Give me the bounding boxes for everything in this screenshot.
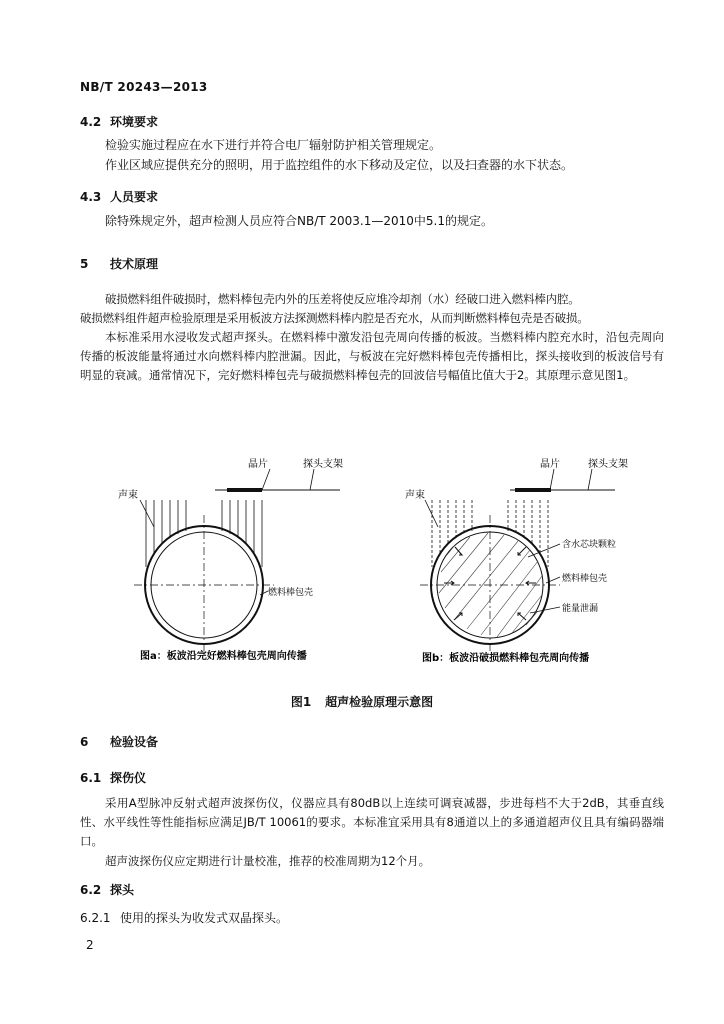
- leak-label: 能量泄漏: [562, 604, 599, 614]
- clause-text: 使用的探头为收发式双晶探头。: [120, 911, 289, 925]
- caption-title: 超声检验原理示意图: [325, 695, 434, 709]
- section-number: 4.3: [80, 190, 102, 204]
- section-title: 探头: [110, 883, 135, 897]
- bracket-label: 探头支架: [588, 459, 628, 470]
- bracket-label: 探头支架: [303, 459, 343, 470]
- heading-6-2: [80, 881, 134, 898]
- cladding-label: 燃料棒包壳: [268, 588, 314, 598]
- section-title: 技术原理: [110, 257, 159, 271]
- page-number: 2: [86, 938, 94, 952]
- figure-a: [118, 457, 343, 662]
- paragraph-line: 除特殊规定外，超声检测人员应符合NB/T 2003.1—2010中5.1的规定。: [105, 214, 494, 228]
- paragraph-line: 超声波探伤仪应定期进行计量校准，推荐的校准周期为12个月。: [105, 854, 431, 868]
- standard-code: NB/T 20243—2013: [80, 80, 208, 94]
- paragraph: 本标准采用水浸收发式超声探头。在燃料棒中激发沿包壳周向传播的板波。当燃料棒内腔充水时，沿包壳周向传播的板波能量将通过水向燃料棒内腔泄漏。因此，与板波在完好燃料棒包壳传播相比，探头接收到的板波信号有明显的衰减。通常情况下，完好燃料棒包壳与破损燃料棒包壳的回波信号幅值比值大于2。其原理示意见图1。: [80, 330, 664, 382]
- beam-label: 声束: [405, 490, 425, 501]
- wafer-label: 晶片: [540, 459, 560, 470]
- heading-4-2: [80, 113, 158, 130]
- section-title: 人员要求: [110, 190, 159, 204]
- section-title: 探伤仪: [110, 771, 147, 785]
- figure-a-label: 图a：板波沿完好燃料棒包壳周向传播: [140, 651, 307, 662]
- section-number: 4.2: [80, 115, 102, 129]
- caption-number: 图1: [290, 695, 312, 709]
- section-number: 6.1: [80, 771, 102, 785]
- heading-4-3: [80, 188, 158, 205]
- clause-6-2-1: [80, 909, 288, 926]
- section-number: 6: [80, 735, 89, 749]
- paragraph-line: 检验实施过程应在水下进行并符合电厂辐射防护相关管理规定。: [105, 138, 442, 152]
- figure-1: [110, 455, 628, 675]
- section-number: 5: [80, 257, 89, 271]
- section-title: 检验设备: [110, 735, 159, 749]
- paragraph-line: 作业区域应提供充分的照明，用于监控组件的水下移动及定位，以及扫查器的水下状态。: [105, 158, 574, 172]
- figure-b: [405, 457, 628, 664]
- heading-5: [80, 255, 158, 272]
- clause-number: 6.2.1: [80, 911, 111, 925]
- figure-b-label: 图b：板波沿破损燃料棒包壳周向传播: [422, 653, 590, 664]
- wafer-label: 晶片: [248, 459, 268, 470]
- paragraph-line: 破损燃料组件超声检验原理是采用板波方法探测燃料棒内腔是否充水，从而判断燃料棒包壳是否破损。: [80, 311, 589, 325]
- paragraph: 采用A型脉冲反射式超声波探伤仪，仪器应具有80dB以上连续可调衰减器，步进每档不大于2dB，其垂直线性、水平线性等性能指标应满足JB/T 10061的要求。本标准宜采用具有8通道以上的多通道超声仪且具有编码器端口。: [80, 796, 664, 848]
- heading-6-1: [80, 769, 146, 786]
- cladding-label: 燃料棒包壳: [562, 574, 608, 584]
- section-number: 6.2: [80, 883, 102, 897]
- paragraph-line: 破损燃料组件破损时，燃料棒包壳内外的压差将使反应堆冷却剂（水）经破口进入燃料棒内腔。: [105, 292, 580, 306]
- particles-label: 含水芯块颗粒: [562, 540, 617, 550]
- beam-label: 声束: [118, 490, 138, 501]
- figure-caption: [0, 693, 724, 710]
- heading-6: [80, 733, 158, 750]
- section-title: 环境要求: [110, 115, 159, 129]
- wafer: [227, 488, 262, 492]
- wafer: [515, 488, 551, 492]
